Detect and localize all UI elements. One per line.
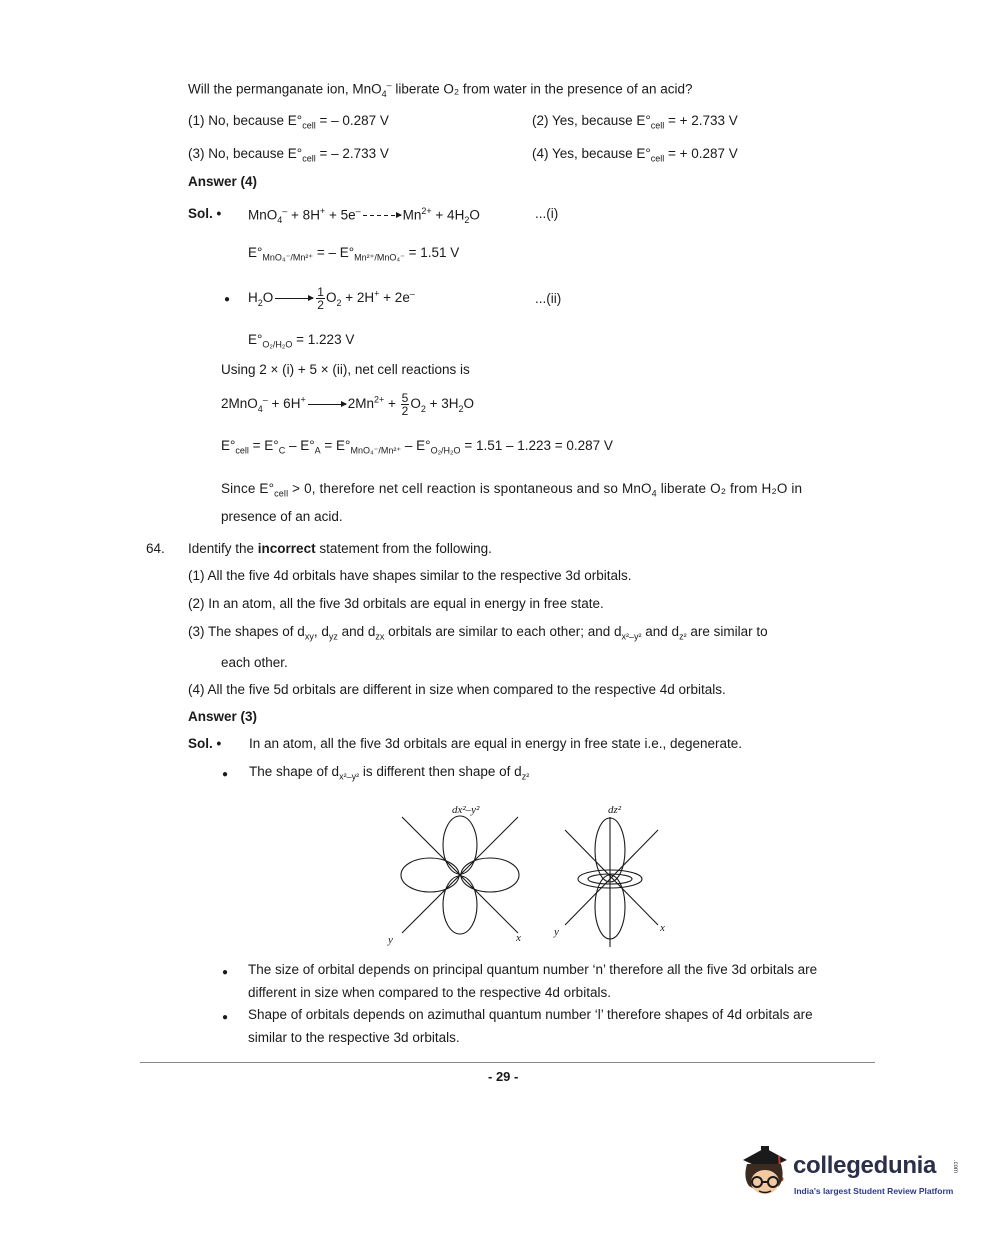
x-axis-label-2: x: [660, 922, 665, 934]
q64-sol-point-4-line2: similar to the respective 3d orbitals.: [248, 1030, 460, 1045]
logo-com-suffix: .com: [952, 1160, 958, 1174]
q63-option-2: (2) Yes, because $E^\circ_{cell}$ = + 2.733 V: [532, 113, 738, 131]
collegedunia-mascot-icon: [735, 1138, 795, 1200]
q63-answer: Answer (4): [188, 174, 258, 189]
q63-e-mno4: $E^\circ_{MnO_4^-/Mn^{2+}}$ = – $E^\circ_{Mn^{2+}/MnO_4^-} = 1.51$ V: [248, 245, 460, 263]
reaction-arrow: [308, 404, 346, 405]
q63-tag-1: ...(i): [535, 206, 559, 221]
q63-e-o2: $E^\circ_{O_2/H_2O} = 1.223$ V: [248, 332, 355, 350]
orbital-diagram: [360, 795, 690, 955]
collegedunia-logo: collegedunia: [793, 1152, 937, 1179]
q63-option-4: (4) Yes, because $E^\circ_{cell}$ = + 0.287 V: [532, 146, 738, 164]
bullet-icon: ●: [224, 294, 231, 305]
q64-answer: Answer (3): [188, 709, 258, 724]
q63-sol-label: Sol. •: [188, 206, 222, 221]
footer-divider: [140, 1062, 875, 1063]
q64-option-2: (2) In an atom, all the five 3d orbitals are equal in energy in free state.: [188, 596, 604, 611]
q64-sol-point-3-line1: The size of orbital depends on principal quantum number ‘n’ therefore all the five 3d orbitals are: [248, 962, 818, 977]
q64-option-4: (4) All the five 5d orbitals are different in size when compared to the respective 4d orbitals.: [188, 682, 726, 697]
reaction-arrow: [275, 298, 313, 299]
q64-sol-point-3-line2: different in size when compared to the respective 4d orbitals.: [248, 985, 611, 1000]
q64-number: 64.: [146, 541, 165, 556]
logo-tagline: India's largest Student Review Platform: [794, 1186, 954, 1196]
q64-option-1: (1) All the five 4d orbitals have shapes similar to the respective 3d orbitals.: [188, 568, 632, 583]
q63-since: Since $E^\circ_{cell} > 0$, therefore net cell reaction is spontaneous and so MnO$_4$ liberate O₂ from H₂O in: [221, 481, 803, 499]
q63-reaction-1: MnO$_4$– + 8H+ + 5e– $Mn^{2+} + 4H_2O$: [248, 206, 480, 226]
y-axis-label: y: [388, 934, 393, 946]
q64-sol-label: Sol. •: [188, 736, 222, 751]
dx2-y2-orbital: [401, 816, 519, 934]
q64-sol-point-1: In an atom, all the five 3d orbitals are equal in energy in free state i.e., degenerate.: [249, 736, 743, 751]
bullet-icon: ●: [222, 1012, 229, 1023]
q63-since-line2: presence of an acid.: [221, 509, 343, 524]
q63-option-3: (3) No, because $E^\circ_{cell}$ = – 2.733 V: [188, 146, 389, 164]
q63-ecell-calc: $E^\circ_{cell} = E^\circ_C - E^\circ_A = E^\circ_{MnO_4^-/Mn^{2+}} - E^\circ_{O_2/H_2O} = 1.51 - 1.223 = 0.287$ V: [221, 438, 613, 456]
q63-reaction-2: $H_2O$ $\frac{1}{2}$ $O_2 + 2H^+ + 2e^-$: [248, 285, 415, 312]
dz2-label: dz²: [608, 804, 622, 816]
bullet-icon: ●: [222, 967, 229, 978]
q64-option-3-line2: each other.: [221, 655, 288, 670]
dx2-y2-label: dx²–y²: [452, 804, 480, 816]
page-number: - 29 -: [488, 1069, 519, 1084]
dz2-orbital: [565, 817, 658, 947]
q63-option-1: (1) No, because $E^\circ_{cell}$ = – 0.287 V: [188, 113, 389, 131]
q64-sol-point-4-line1: Shape of orbitals depends on azimuthal quantum number ‘l’ therefore shapes of 4d orbitals are: [248, 1007, 813, 1022]
q63-tag-2: ...(ii): [535, 291, 562, 306]
bullet-icon: ●: [222, 769, 229, 780]
q63-question: Will the permanganate ion, MnO$_4$– liberate O₂ from water in the presence of an acid?: [188, 80, 693, 100]
x-axis-label: x: [516, 932, 521, 944]
reaction-arrow: [363, 215, 401, 216]
y-axis-label-2: y: [554, 926, 559, 938]
q64-option-3: (3) The shapes of $d_{xy}$, $d_{yz}$ and $d_{zx}$ orbitals are similar to each other; and $d_{x^2-y^2}$ and $d_{z^2}$ are similar to: [188, 624, 768, 642]
q64-question: Identify the incorrect statement from the following.: [188, 541, 492, 556]
q63-net-reaction: 2MnO$_4$– + 6H+ $2Mn^{2+}$ + $\frac{5}{2}$ $O_2 + 3H_2O$: [221, 391, 475, 418]
q64-sol-point-2: The shape of $d_{x^2-y^2}$ is different then shape of $d_{z^2}$: [249, 764, 530, 782]
q63-using: Using 2 × (i) + 5 × (ii), net cell reactions is: [221, 362, 470, 377]
